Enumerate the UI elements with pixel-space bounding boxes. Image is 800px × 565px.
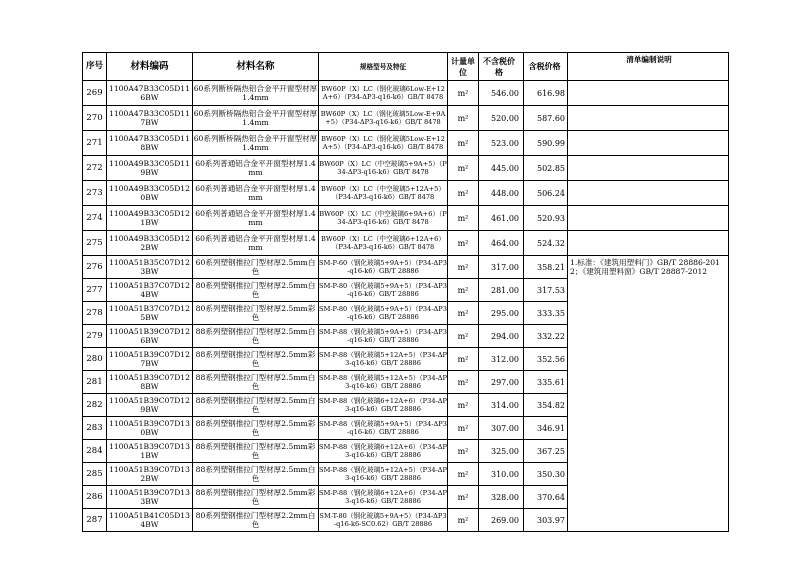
cell-code [107,325,193,348]
cell-name-text: 60系列普通铝合金平开窗型材厚1.4mm [195,234,316,252]
cell-name [193,302,319,325]
cell-spec-text: BW60P（X）LC（钢化玻璃5Low-E+12A+5）（P34-ΔP3-q16-k6）GB/T 8478 [321,135,445,151]
cell-price-inc-tax [524,156,568,181]
cell-name-text: 88系列塑钢推拉门型材厚2.5mm白色 [195,396,316,414]
cell-price-ex-tax [479,302,524,325]
cell-spec-text: BW60P（X）LC（中空玻璃5+12A+5）（P34-ΔP3-q16-k6）GB/T 8478 [321,185,445,201]
cell-code-text: 1100A47B33C05D116BW [109,84,190,102]
cell-spec [319,394,448,417]
cell-price-inc-tax [524,131,568,156]
cell-note-merged [568,256,729,532]
cell-price-inc-tax [524,181,568,206]
cell-unit [448,256,479,279]
cell-unit [448,131,479,156]
cell-name [193,325,319,348]
cell-code-text: 1100A51B39C07D132BW [109,465,190,483]
cell-unit [448,509,479,532]
cell-name [193,106,319,131]
cell-spec [319,302,448,325]
cell-unit-text: m² [457,331,469,341]
cell-seq-text: 277 [86,284,103,295]
cell-seq [83,279,107,302]
cell-spec [319,156,448,181]
header-spec: 规格型号及特征 [319,53,448,81]
cell-spec-text: BW60P（X）LC（钢化玻璃5Low-E+9A+5）（P34-ΔP3-q16-k6）GB/T 8478 [320,110,446,126]
cell-spec [319,440,448,463]
cell-code-text: 1100A51B39C07D126BW [109,327,190,345]
cell-name [193,81,319,106]
cell-code [107,486,193,509]
cell-unit-text: m² [457,423,469,433]
cell-code [107,509,193,532]
cell-name [193,181,319,206]
cell-price-ex-tax-text: 295.00 [491,308,519,318]
cell-name [193,417,319,440]
cell-name-text: 80系列塑钢推拉门型材厚2.2mm白色 [195,511,316,529]
cell-price-inc-tax-text: 335.61 [537,377,565,387]
header-row [83,53,729,81]
cell-seq-text: 285 [86,468,103,479]
cell-name-text: 88系列塑钢推拉门型材厚2.5mm彩色 [195,350,316,368]
cell-name-text: 88系列塑钢推拉门型材厚2.5mm彩色 [195,488,316,506]
cell-price-inc-tax [524,394,568,417]
cell-price-ex-tax [479,509,524,532]
cell-price-inc-tax [524,348,568,371]
cell-code [107,348,193,371]
cell-price-inc-tax-text: 317.53 [537,285,565,295]
cell-price-inc-tax-text: 332.22 [537,331,565,341]
cell-note [568,131,729,156]
cell-spec-text: BW60P（X）LC（中空玻璃5+9A+5）（P34-ΔP3-q16-k6）GB/T 8478 [319,160,447,176]
cell-price-ex-tax [479,486,524,509]
header-seq: 序号 [83,53,107,81]
cell-unit-text: m² [457,492,469,502]
cell-price-ex-tax [479,256,524,279]
cell-name-text: 80系列塑钢推拉门型材厚2.5mm彩色 [195,304,316,322]
cell-unit-text: m² [457,285,469,295]
cell-price-ex-tax-text: 328.00 [491,492,519,502]
cell-name [193,156,319,181]
cell-unit [448,463,479,486]
cell-price-inc-tax-text: 350.30 [537,469,565,479]
cell-price-inc-tax-text: 502.85 [537,163,565,173]
cell-price-inc-tax-text: 587.60 [537,113,565,123]
cell-spec-text: SM-P-80（钢化玻璃5+9A+5）（P34-ΔP3-q16-k6）GB/T 28886 [319,305,447,321]
cell-price-ex-tax-text: 448.00 [491,188,519,198]
cell-unit [448,394,479,417]
cell-price-ex-tax-text: 461.00 [491,213,519,223]
cell-code [107,302,193,325]
header-price-inc-tax: 含税价格 [524,53,568,81]
cell-unit-text: m² [457,354,469,364]
cell-unit [448,156,479,181]
cell-code-text: 1100A47B33C05D118BW [109,134,190,152]
cell-price-inc-tax-text: 590.99 [537,138,565,148]
cell-name [193,463,319,486]
table-row [83,131,729,156]
table-row [83,256,729,279]
cell-spec [319,81,448,106]
cell-spec-text: SM-P-80（钢化玻璃5+9A+5）（P34-ΔP3-q16-k6）GB/T 28886 [319,282,447,298]
cell-code-text: 1100A51B39C07D128BW [109,373,190,391]
cell-price-inc-tax-text: 303.97 [537,515,565,525]
cell-price-ex-tax-text: 317.00 [491,262,519,272]
cell-seq [83,440,107,463]
cell-price-ex-tax [479,325,524,348]
cell-price-inc-tax [524,325,568,348]
cell-price-inc-tax-text: 506.24 [537,188,565,198]
cell-price-inc-tax [524,371,568,394]
cell-seq [83,256,107,279]
cell-price-inc-tax-text: 616.98 [537,88,565,98]
cell-unit [448,181,479,206]
cell-spec-text: BW60P（X）LC（中空玻璃6+12A+6）（P34-ΔP3-q16-k6）GB/T 8478 [321,235,445,251]
cell-seq [83,181,107,206]
cell-price-inc-tax [524,279,568,302]
cell-price-ex-tax [479,131,524,156]
cell-seq-text: 269 [86,87,103,98]
cell-unit-text: m² [457,163,469,173]
cell-code-text: 1100A51B39C07D130BW [109,419,190,437]
cell-price-ex-tax-text: 281.00 [491,285,519,295]
cell-price-inc-tax-text: 370.64 [537,492,565,502]
cell-price-ex-tax-text: 307.00 [491,423,519,433]
cell-seq [83,81,107,106]
table-row [83,231,729,256]
cell-seq [83,131,107,156]
cell-spec-text: SM-P-88（钢化玻璃5+12A+5）（P34-ΔP3-q16-k6）GB/T 28886 [319,351,447,367]
cell-name-text: 88系列塑钢推拉门型材厚2.5mm白色 [195,465,316,483]
cell-name-text: 60系列断桥隔热铝合金平开窗型材厚1.4mm [193,109,318,127]
table-row [83,156,729,181]
cell-name [193,394,319,417]
cell-price-ex-tax [479,440,524,463]
cell-price-inc-tax [524,302,568,325]
cell-code [107,81,193,106]
cell-code-text: 1100A49B33C05D122BW [109,234,190,252]
cell-note [568,206,729,231]
cell-spec [319,279,448,302]
cell-seq-text: 276 [86,261,103,272]
cell-seq [83,394,107,417]
cell-seq-text: 272 [86,162,103,173]
table-row [83,81,729,106]
cell-price-ex-tax [479,106,524,131]
cell-code-text: 1100A49B33C05D121BW [109,209,190,227]
table-row [83,106,729,131]
cell-price-ex-tax-text: 520.00 [491,113,519,123]
cell-spec [319,417,448,440]
cell-seq-text: 274 [86,212,103,223]
cell-price-inc-tax [524,509,568,532]
cell-price-ex-tax [479,156,524,181]
cell-price-ex-tax-text: 523.00 [491,138,519,148]
cell-spec-text: SM-P-88（钢化玻璃5+9A+5）（P34-ΔP3-q16-k6）GB/T 28886 [319,420,447,436]
cell-unit [448,417,479,440]
cell-unit-text: m² [457,188,469,198]
cell-unit-text: m² [457,400,469,410]
cell-name-text: 60系列普通铝合金平开窗型材厚1.4mm [195,159,316,177]
cell-seq [83,463,107,486]
cell-price-inc-tax [524,463,568,486]
cell-seq [83,371,107,394]
cell-price-inc-tax [524,106,568,131]
cell-code-text: 1100A51B39C07D129BW [109,396,190,414]
cell-spec [319,231,448,256]
cell-name-text: 80系列塑钢推拉门型材厚2.5mm白色 [195,281,316,299]
cell-unit [448,440,479,463]
cell-seq [83,206,107,231]
cell-price-ex-tax [479,348,524,371]
cell-price-ex-tax-text: 445.00 [491,163,519,173]
cell-price-ex-tax [479,394,524,417]
cell-unit [448,325,479,348]
cell-price-ex-tax [479,371,524,394]
cell-name [193,348,319,371]
cell-unit-text: m² [457,138,469,148]
cell-note [568,106,729,131]
cell-code [107,181,193,206]
cell-spec [319,486,448,509]
cell-code-text: 1100A49B33C05D120BW [109,184,190,202]
cell-seq [83,325,107,348]
cell-price-inc-tax [524,417,568,440]
cell-name [193,256,319,279]
cell-seq [83,106,107,131]
cell-unit [448,348,479,371]
cell-seq [83,231,107,256]
cell-price-inc-tax-text: 352.56 [537,354,565,364]
cell-code [107,417,193,440]
cell-spec [319,509,448,532]
cell-note [568,81,729,106]
cell-price-ex-tax [479,231,524,256]
cell-price-inc-tax [524,440,568,463]
cell-price-inc-tax [524,81,568,106]
cell-seq-text: 278 [86,307,103,318]
cell-name [193,206,319,231]
cell-unit [448,206,479,231]
cell-unit [448,486,479,509]
cell-spec-text: SM-P-88（钢化玻璃5+9A+5）（P34-ΔP3-q16-k6）GB/T 28886 [319,328,447,344]
cell-code-text: 1100A47B33C05D117BW [109,109,190,127]
cell-spec [319,181,448,206]
cell-price-ex-tax [479,463,524,486]
cell-note [568,156,729,181]
cell-spec-text: SM-P-88（钢化玻璃6+12A+6）（P34-ΔP3-q16-k6）GB/T 28886 [319,397,447,413]
cell-spec [319,325,448,348]
cell-code-text: 1100A49B33C05D119BW [109,159,190,177]
cell-note [568,231,729,256]
cell-seq-text: 279 [86,330,103,341]
cell-price-inc-tax-text: 524.32 [537,238,565,248]
cell-spec [319,206,448,231]
cell-spec [319,106,448,131]
note-text: 1.标准：《建筑用塑料门》GB/T 28886-2012；《建筑用塑料窗》GB/T 28887-2012 [570,258,720,276]
cell-price-ex-tax-text: 314.00 [491,400,519,410]
cell-code-text: 1100A51B41C05D134BW [109,511,190,529]
cell-price-inc-tax-text: 333.35 [537,308,565,318]
cell-seq-text: 283 [86,422,103,433]
cell-note [568,181,729,206]
cell-unit-text: m² [457,515,469,525]
cell-name-text: 88系列塑钢推拉门型材厚2.5mm白色 [195,327,316,345]
cell-code [107,131,193,156]
cell-price-inc-tax-text: 367.25 [537,446,565,456]
cell-spec [319,371,448,394]
cell-name-text: 88系列塑钢推拉门型材厚2.5mm白色 [195,373,316,391]
cell-seq-text: 273 [86,187,103,198]
cell-code [107,394,193,417]
cell-unit-text: m² [457,113,469,123]
cell-unit [448,81,479,106]
cell-seq-text: 280 [86,353,103,364]
cell-price-ex-tax-text: 310.00 [491,469,519,479]
cell-name-text: 60系列普通铝合金平开窗型材厚1.4mm [195,184,316,202]
cell-spec-text: SM-P-88（钢化玻璃6+12A+6）（P34-ΔP3-q16-k6）GB/T 28886 [319,489,447,505]
cell-unit [448,279,479,302]
cell-name [193,131,319,156]
cell-price-ex-tax-text: 312.00 [491,354,519,364]
cell-name-text: 88系列塑钢推拉门型材厚2.5mm彩色 [195,419,316,437]
cell-unit [448,231,479,256]
cell-price-ex-tax-text: 546.00 [491,88,519,98]
cell-spec [319,256,448,279]
table-body [83,81,729,532]
table-row [83,206,729,231]
cell-spec-text: BW60P（X）LC（钢化玻璃6Low-E+12A+6）（P34-ΔP3-q16-k6）GB/T 8478 [321,85,445,101]
cell-seq-text: 286 [86,491,103,502]
cell-code-text: 1100A51B35C07D123BW [109,258,190,276]
cell-price-inc-tax-text: 520.93 [537,213,565,223]
cell-seq [83,417,107,440]
header-code: 材料编码 [107,53,193,81]
cell-name [193,486,319,509]
cell-spec-text: SM-P-88（钢化玻璃5+12A+5）（P34-ΔP3-q16-k6）GB/T 28886 [319,374,447,390]
cell-name-text: 60系列断桥隔热铝合金平开窗型材厚1.4mm [193,134,318,152]
cell-code-text: 1100A51B39C07D131BW [109,442,190,460]
cell-unit-text: m² [457,88,469,98]
cell-code [107,206,193,231]
cell-unit-text: m² [457,238,469,248]
cell-name [193,509,319,532]
cell-seq [83,509,107,532]
cell-spec [319,348,448,371]
cell-code [107,463,193,486]
cell-unit [448,106,479,131]
cell-price-inc-tax-text: 358.21 [537,262,565,272]
cell-price-inc-tax [524,256,568,279]
cell-price-ex-tax-text: 269.00 [491,515,519,525]
cell-price-inc-tax-text: 346.91 [537,423,565,433]
cell-name [193,371,319,394]
cell-price-ex-tax-text: 294.00 [491,331,519,341]
header-price-ex-tax: 不含税价 格 [479,53,524,81]
cell-code [107,440,193,463]
header-note: 清单编制说明 [568,53,729,81]
cell-spec-text: SM-T-80（钢化玻璃5+9A+5）（P34-ΔP3-q16-k6-SC0.62）GB/T 28886 [319,512,447,528]
header-name: 材料名称 [193,53,319,81]
cell-code [107,231,193,256]
cell-spec [319,131,448,156]
cell-spec-text: SM-P-88（钢化玻璃5+12A+5）（P34-ΔP3-q16-k6）GB/T 28886 [319,466,447,482]
cell-seq-text: 275 [86,237,103,248]
cell-spec [319,463,448,486]
cell-code [107,106,193,131]
cell-name-text: 60系列断桥隔热铝合金平开窗型材厚1.4mm [193,84,318,102]
cell-price-ex-tax-text: 325.00 [491,446,519,456]
cell-name [193,279,319,302]
cell-unit-text: m² [457,308,469,318]
cell-spec-text: SM-P-88（钢化玻璃6+12A+6）（P34-ΔP3-q16-k6）GB/T 28886 [319,443,447,459]
cell-unit-text: m² [457,469,469,479]
cell-code-text: 1100A51B39C07D127BW [109,350,190,368]
cell-spec-text: SM-P-60（钢化玻璃5+9A+5）（P34-ΔP3-q16-k6）GB/T 28886 [319,259,447,275]
cell-price-ex-tax-text: 464.00 [491,238,519,248]
cell-price-inc-tax [524,486,568,509]
cell-seq [83,348,107,371]
cell-seq [83,156,107,181]
cell-seq-text: 270 [86,112,103,123]
cell-price-inc-tax [524,231,568,256]
cell-name [193,231,319,256]
cell-unit-text: m² [457,213,469,223]
material-price-table [82,52,729,532]
cell-unit-text: m² [457,446,469,456]
cell-name-text: 60系列塑钢推拉门型材厚2.5mm白色 [195,258,316,276]
cell-unit-text: m² [457,377,469,387]
cell-code [107,371,193,394]
cell-code [107,156,193,181]
cell-seq-text: 287 [86,514,103,525]
cell-code-text: 1100A51B37C07D124BW [109,281,190,299]
cell-price-inc-tax [524,206,568,231]
cell-unit [448,302,479,325]
cell-unit-text: m² [457,262,469,272]
cell-price-ex-tax-text: 297.00 [491,377,519,387]
table-row [83,181,729,206]
cell-seq [83,302,107,325]
cell-seq-text: 284 [86,445,103,456]
cell-name-text: 60系列普通铝合金平开窗型材厚1.4mm [195,209,316,227]
cell-seq [83,486,107,509]
cell-name [193,440,319,463]
cell-price-ex-tax [479,181,524,206]
cell-price-ex-tax [479,206,524,231]
header-unit: 计量单位 [448,53,479,81]
cell-spec-text: BW60P（X）LC（中空玻璃6+9A+6）（P34-ΔP3-q16-k6）GB/T 8478 [319,210,447,226]
cell-code-text: 1100A51B37C07D125BW [109,304,190,322]
cell-name-text: 88系列塑钢推拉门型材厚2.5mm彩色 [195,442,316,460]
cell-price-ex-tax [479,279,524,302]
cell-price-inc-tax-text: 354.82 [537,400,565,410]
cell-code [107,279,193,302]
cell-unit [448,371,479,394]
cell-price-ex-tax [479,417,524,440]
cell-seq-text: 282 [86,399,103,410]
cell-seq-text: 271 [86,137,103,148]
cell-code [107,256,193,279]
cell-seq-text: 281 [86,376,103,387]
cell-code-text: 1100A51B39C07D133BW [109,488,190,506]
cell-price-ex-tax [479,81,524,106]
